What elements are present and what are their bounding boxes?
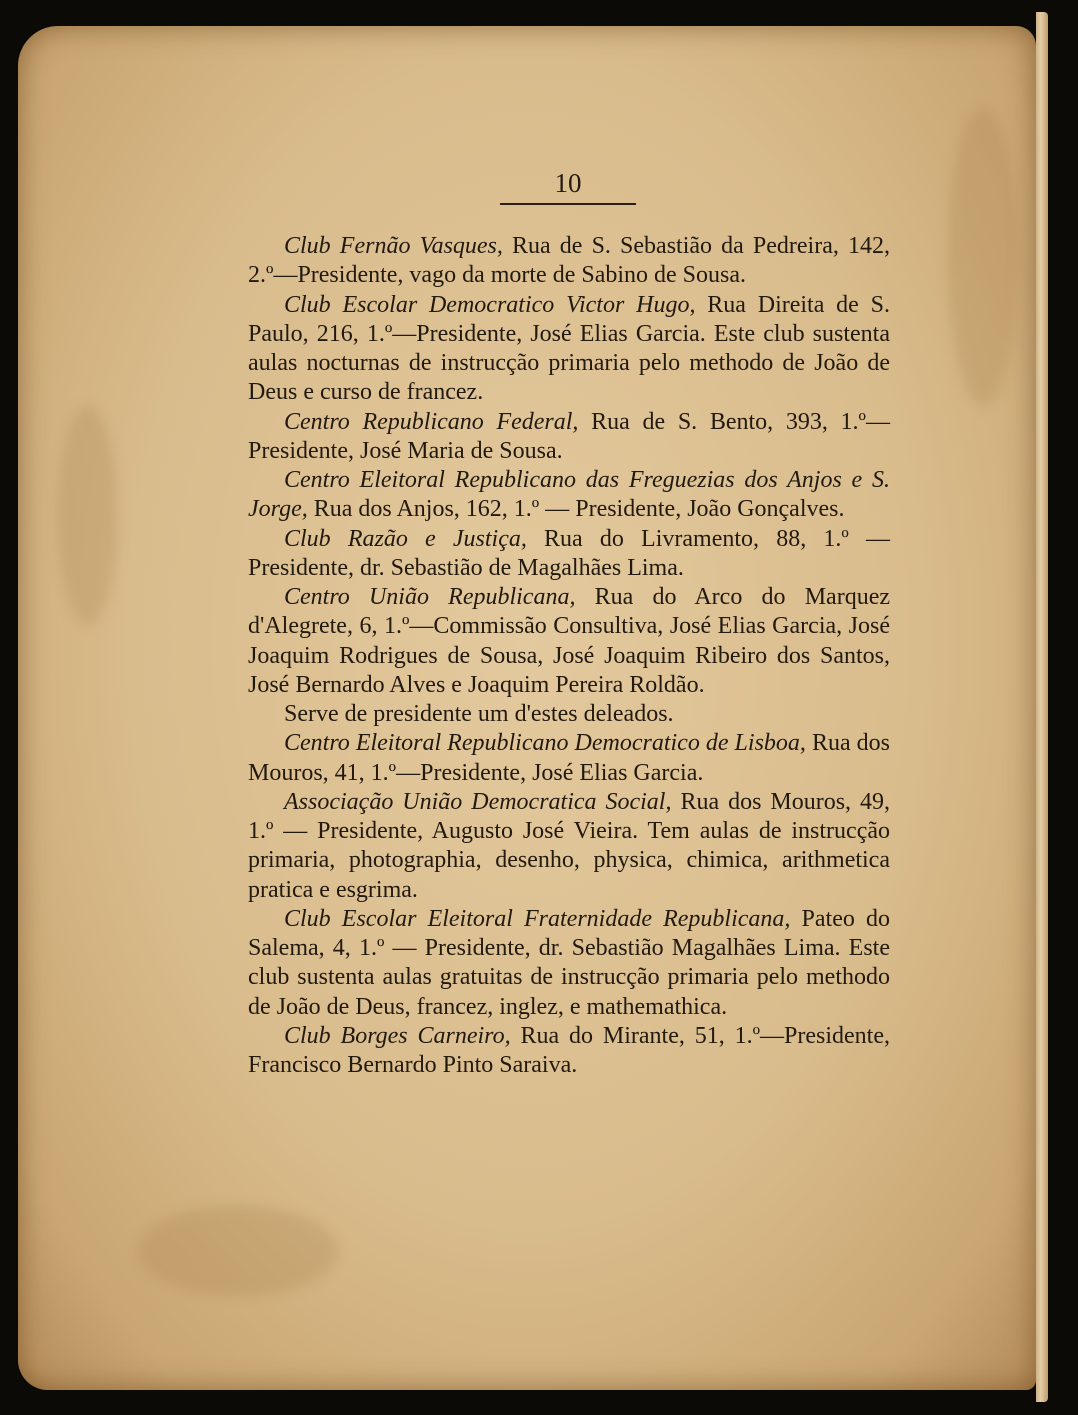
entry-club-fraternidade-republicana xyxy=(248,905,890,1022)
entry-name: Club Borges Carneiro, xyxy=(284,1022,511,1049)
entry-centro-uniao-republicana xyxy=(248,583,890,700)
entry-name: Associação União Democratica Social, xyxy=(284,788,672,815)
entry-details: Rua de S. Sebastião da Pedreira, 142, 2.º—Presidente, vago da morte de Sabino de Sousa. xyxy=(248,233,890,289)
paper-stain xyxy=(58,406,118,626)
entry-centro-eleitoral-lisboa xyxy=(248,729,890,788)
header-rule xyxy=(500,203,636,205)
entry-name: Club Fernão Vasques, xyxy=(284,233,503,259)
entry-details: Rua dos Mouros, 49, 1.º — Presidente, Augusto José Vieira. Tem aulas de instrucção primaria, photographia, desenho, physica, chimica, arithmetica pratica e esgrima. xyxy=(248,788,890,903)
entry-details: Rua do Mirante, 51, 1.º—Presidente, Francisco Bernardo Pinto Saraiva. xyxy=(248,1022,890,1078)
entry-club-fernao-vasques xyxy=(248,232,890,291)
entry-name: Club Razão e Justiça, xyxy=(284,525,527,552)
entry-centro-eleitoral-anjos xyxy=(248,466,890,525)
entry-details: Pateo do Salema, 4, 1.º — Presidente, dr. Sebastião Magalhães Lima. Este club sustenta aulas gratuitas de instrucção primaria pelo methodo de João de Deus, francez, inglez, e mathemathica. xyxy=(248,905,890,1020)
entry-name: Centro Eleitoral Republicano Democratico de Lisboa, xyxy=(284,730,806,757)
entry-details: Rua do Arco do Marquez d'Alegrete, 6, 1.º—Commissão Consultiva, José Elias Garcia, José Joaquim Rodrigues de Sousa, José Joaquim Ribeiro dos Santos, José Bernardo Alves e Joaquim Pereira Roldão. xyxy=(248,584,890,698)
page-number: 10 xyxy=(554,168,582,198)
entry-details: Rua Direita de S. Paulo, 216, 1.º—Presidente, José Elias Garcia. Este club sustenta aulas nocturnas de instrucção primaria pelo methodo de João de Deus e curso de francez. xyxy=(248,291,890,406)
page-edge xyxy=(1036,12,1048,1402)
entry-club-razao-justica xyxy=(248,525,890,584)
entry-name: Club Escolar Eleitoral Fraternidade Republicana, xyxy=(284,905,791,932)
entry-name: Centro Eleitoral Republicano das Freguezias dos Anjos e S. Jorge, xyxy=(248,467,890,523)
entry-name: Centro União Republicana, xyxy=(284,584,576,610)
entry-associacao-uniao-democratica xyxy=(248,788,890,905)
entry-name: Centro Republicano Federal, xyxy=(284,408,579,435)
entry-details: Rua do Livramento, 88, 1.º —Presidente, dr. Sebastião de Magalhães Lima. xyxy=(248,525,891,581)
entry-details: Serve de presidente um d'estes deleados. xyxy=(284,701,674,727)
entry-name: Club Escolar Democratico Victor Hugo, xyxy=(284,291,696,318)
page-body xyxy=(248,232,890,1080)
entry-details: Rua dos Mouros, 41, 1.º—Presidente, José Elias Garcia. xyxy=(248,730,891,786)
entry-details: Rua de S. Bento, 393, 1.º—Presidente, José Maria de Sousa. xyxy=(248,408,890,464)
paper-stain xyxy=(138,1206,338,1296)
entry-club-victor-hugo xyxy=(248,291,890,408)
entry-centro-republicano-federal xyxy=(248,408,890,467)
entry-details: Rua dos Anjos, 162, 1.º — Presidente, João Gonçalves. xyxy=(307,496,845,523)
paper-stain xyxy=(948,106,1018,406)
entry-club-borges-carneiro xyxy=(248,1022,890,1081)
entry-note-presidente xyxy=(248,700,890,729)
